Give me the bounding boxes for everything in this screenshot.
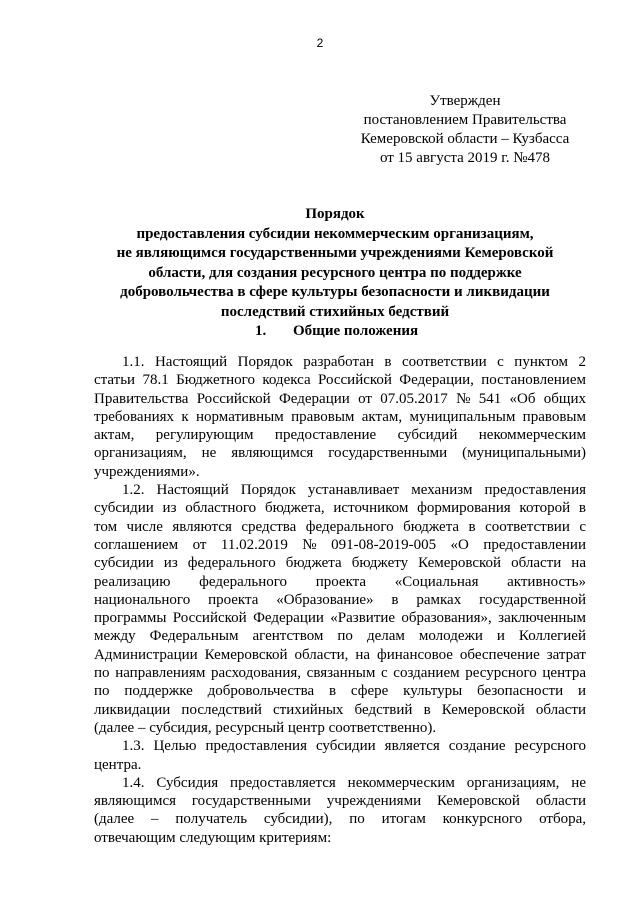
approval-line: от 15 августа 2019 г. №478	[379, 150, 551, 166]
approval-block	[330, 92, 600, 168]
text-line: между Федеральным агентством по делам молодежи и Коллегией	[94, 628, 586, 645]
document-title	[100, 205, 570, 322]
text-line: требованиях к нормативным правовым актам, муниципальным правовым	[94, 408, 586, 425]
text-line: реализацию федерального проекта «Социальная активность»	[94, 573, 586, 590]
section-number: 1.	[255, 323, 267, 339]
text-line: (далее – субсидия, ресурсный центр соответственно).	[94, 719, 437, 736]
text-line: являющимся государственными учреждениями Кемеровской области	[94, 793, 586, 810]
text-line: национального проекта «Образование» в рамках государственной	[94, 591, 586, 608]
text-line: субсидии из федерального бюджета бюджету Кемеровской области на	[94, 555, 586, 572]
title-line: предоставления субсидии некоммерческим организациям,	[136, 225, 534, 242]
title-line: не являющимся государственными учреждениями Кемеровской	[116, 245, 554, 261]
text-line: ликвидации последствий стихийных бедствий в Кемеровской области	[94, 701, 586, 718]
paragraph-1-4	[94, 774, 586, 847]
text-line: актам, регулирующим предоставление субсидий некоммерческим	[94, 427, 586, 444]
approval-line: Кемеровской области – Кузбасса	[360, 131, 570, 147]
text-line: 1.4. Субсидия предоставляется некоммерческим организациям, не	[122, 774, 586, 791]
section-heading	[255, 323, 418, 340]
text-line: 1.1. Настоящий Порядок разработан в соответствии с пунктом 2	[122, 354, 586, 370]
text-line: по поддержке добровольчества в сфере культуры безопасности и	[94, 683, 586, 700]
paragraph-1-2	[94, 481, 586, 737]
text-line: том числе являются средства федерального бюджета в соответствии с	[94, 518, 586, 535]
text-line: учреждениями».	[94, 463, 200, 480]
text-line: Администрации Кемеровской области, на финансовое обеспечение затрат	[94, 646, 586, 663]
text-line: организациям, не являющимся государственными (муниципальными)	[94, 445, 586, 462]
text-line: программы Российской Федерации «Развитие образования», заключенным	[94, 610, 586, 627]
text-line: статьи 78.1 Бюджетного кодекса Российской Федерации, постановлением	[94, 372, 586, 389]
body-text	[94, 353, 586, 847]
page-number: 2	[316, 36, 324, 50]
title-line: Порядок	[305, 206, 365, 222]
paragraph-1-3	[94, 737, 586, 774]
text-line: по направлениям расходования, связанным с созданием ресурсного центра	[94, 665, 586, 682]
text-line: 1.3. Целью предоставления субсидии является создание ресурсного	[122, 738, 586, 755]
text-line: 1.2. Настоящий Порядок устанавливает механизм предоставления	[122, 482, 586, 499]
section-title: Общие положения	[293, 323, 419, 339]
title-line: последствий стихийных бедствий	[220, 303, 450, 320]
approval-line: постановлением Правительства	[363, 112, 567, 128]
text-line: отвечающим следующим критериям:	[94, 829, 332, 846]
paragraph-1-1	[94, 353, 586, 481]
text-line: (далее – получатель субсидии), по итогам конкурсного отбора,	[94, 811, 586, 828]
text-line: соглашением от 11.02.2019 № 091-08-2019-005 «О предоставлении	[94, 536, 586, 553]
text-line: центра.	[94, 756, 142, 773]
title-line: области, для создания ресурсного центра по поддержке	[148, 264, 522, 281]
title-line: добровольчества в сфере культуры безопасности и ликвидации	[120, 284, 550, 300]
text-line: субсидии из областного бюджета, источником формирования которой в	[94, 500, 586, 517]
approval-line: Утвержден	[429, 93, 501, 109]
text-line: Правительства Российской Федерации от 07.05.2017 № 541 «Об общих	[94, 390, 586, 407]
